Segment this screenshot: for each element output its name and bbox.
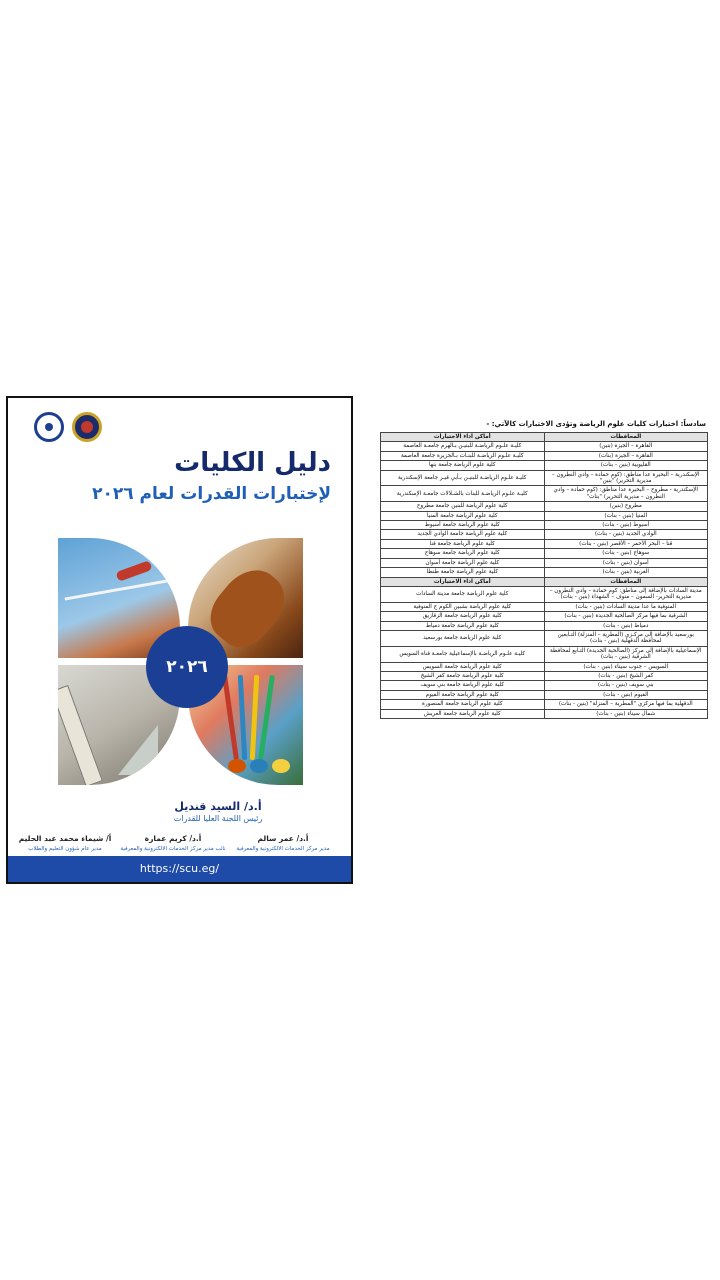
place-cell: كلية علوم الرياضة جامعة العريش xyxy=(381,709,545,718)
committee-head-name: أ.د/ السيد قنديل xyxy=(174,800,262,813)
table-row xyxy=(381,612,708,621)
gov-cell: بني سويف (بنين - بنات) xyxy=(544,681,708,690)
signatory-1 xyxy=(228,834,338,852)
university-logo-icon xyxy=(34,412,64,442)
table-row xyxy=(381,681,708,690)
gov-cell: القليوبية (بنين - بنات) xyxy=(544,461,708,470)
table-row xyxy=(381,486,708,502)
signatory-3 xyxy=(10,834,120,852)
gov-cell: المنوفية ما عدا مدينة السادات (بنين - بنات) xyxy=(544,602,708,611)
table-row xyxy=(381,530,708,539)
gov-cell: الوادي الجديد (بنين - بنات) xyxy=(544,530,708,539)
place-cell: كلية علوم الرياضة جامعة الزقازيق xyxy=(381,612,545,621)
gov-cell: القاهرة – الجيزة (بنين) xyxy=(544,442,708,451)
gov-cell: كفر الشيخ (بنين - بنات) xyxy=(544,671,708,680)
place-cell: كلية علوم الرياضة جامعة السويس xyxy=(381,662,545,671)
table-row xyxy=(381,662,708,671)
table-row xyxy=(381,511,708,520)
table-row xyxy=(381,451,708,460)
gov-cell: أسوان (بنين - بنات) xyxy=(544,558,708,567)
table-row xyxy=(381,461,708,470)
table-row xyxy=(381,621,708,630)
place-cell: كليـة علـوم الرياضـة للبنـات بـالجزيرة جامعة العاصمة xyxy=(381,451,545,460)
place-cell: كلية علوم الرياضة جامعة طنطا xyxy=(381,568,545,577)
gov-cell: بورسعيد بالإضافة إلى مركـزي (المطرية – المنزلة) التـابعين لمحافظة الدقهلية (بنين - بنات) xyxy=(544,630,708,646)
signatory-2 xyxy=(118,834,228,852)
gov-cell: مطروح (بنين) xyxy=(544,502,708,511)
cover-url-footer: https://scu.eg/ xyxy=(8,856,351,882)
place-cell: كلية علوم الرياضة جامعة سوهاج xyxy=(381,549,545,558)
table-row xyxy=(381,630,708,646)
guide-cover xyxy=(6,396,353,884)
place-cell: كلية علوم الرياضة جامعة المنيا xyxy=(381,511,545,520)
table-row xyxy=(381,502,708,511)
gov-cell: الفيوم (بنين - بنات) xyxy=(544,690,708,699)
cover-subtitle: لإختبارات القدرات لعام ٢٠٢٦ xyxy=(92,484,331,504)
place-cell: كلية علوم الرياضة جامعة بورسعيد xyxy=(381,630,545,646)
center-seal-icon xyxy=(72,412,102,442)
sports-colleges-page xyxy=(376,420,708,719)
table-row xyxy=(381,442,708,451)
place-cell: كلية علوم الرياضة جامعة الفيوم xyxy=(381,690,545,699)
place-cell: كلية علوم الرياضة جامعة دمياط xyxy=(381,621,545,630)
signatory-name: أ.د/ عمر سالم xyxy=(257,834,309,843)
place-column-header: أماكن اداء الاختبارات xyxy=(381,577,545,586)
section-intro: سادساً: اختبارات كليات علوم الرياضة وتؤدى الاختبارات كالآتي: - xyxy=(486,420,706,428)
gov-column-header: المحافظات xyxy=(544,433,708,442)
place-cell: كلية علوم الرياضة جامعة كفر الشيخ xyxy=(381,671,545,680)
table-row xyxy=(381,549,708,558)
exam-locations-table xyxy=(380,432,708,719)
signatory-name: أ/ شيماء محمد عبد الحليم xyxy=(18,834,112,843)
table-header-row xyxy=(381,577,708,586)
gov-cell: الشرقية بما فيها مركز الصالحية الجديدة (بنين - بنات) xyxy=(544,612,708,621)
table-row xyxy=(381,671,708,680)
gov-cell: دمياط (بنين - بنات) xyxy=(544,621,708,630)
table-row xyxy=(381,558,708,567)
signatory-name: أ.د/ كريم عمارة xyxy=(144,834,202,843)
place-cell: كلية علوم الرياضة جامعة أسيوط xyxy=(381,521,545,530)
signatory-role: نائب مدير مركز الخدمات الالكترونية والمعرفية xyxy=(120,846,226,852)
table-row xyxy=(381,521,708,530)
place-cell: كلية علوم الرياضة للبنين جامعة مطروح xyxy=(381,502,545,511)
place-cell: كلية علوم الرياضة جامعة بنها xyxy=(381,461,545,470)
signatory-role: مدير مركز الخدمات الالكترونية والمعرفية xyxy=(236,846,330,852)
place-cell: كليـة علـوم الرياضـة للبنات بالشـلالات جامعـة الإسكندرية xyxy=(381,486,545,502)
cover-title: دليل الكليات xyxy=(174,448,331,478)
table-row xyxy=(381,586,708,602)
gov-cell: شمال سيناء (بنين - بنات) xyxy=(544,709,708,718)
place-cell: كلية علوم الرياضة جامعة المنصورة xyxy=(381,700,545,709)
table-row xyxy=(381,700,708,709)
table-row xyxy=(381,539,708,548)
committee-head-role: رئيس اللجنة العليا للقدرات xyxy=(173,814,263,823)
gov-cell: الإسكندرية – البحيرة عدا مناطق: (كوم حمادة – وادي النطرون – مديرية التحرير) "بنين" xyxy=(544,470,708,486)
table-row xyxy=(381,602,708,611)
table-row xyxy=(381,690,708,699)
table-row xyxy=(381,646,708,662)
gov-cell: القاهرة – الجيزة (بنات) xyxy=(544,451,708,460)
table-row xyxy=(381,568,708,577)
table-row xyxy=(381,709,708,718)
table-row xyxy=(381,470,708,486)
place-cell: كليـة علـوم الرياضـة بالإسماعيلية جامعـة قناة السويس xyxy=(381,646,545,662)
place-cell: كليـة علـوم الرياضـة للبنيـن بـأبي قيـر جامعة الإسكندرية xyxy=(381,470,545,486)
gov-cell: الإسماعيلية بالإضافة إلى مركز (الصالحية الجديدة) التـابع لمحافظة الشرقية (بنين - بنات) xyxy=(544,646,708,662)
place-cell: كلية علوم الرياضة جامعة الوادي الجديد xyxy=(381,530,545,539)
place-cell: كلية علوم الرياضة بشبين الكوم ج المنوفية xyxy=(381,602,545,611)
place-cell: كلية علوم الرياضة جامعة مدينة السادات xyxy=(381,586,545,602)
year-badge: ٢٠٢٦ xyxy=(146,626,228,708)
gov-cell: أسيوط (بنين - بنات) xyxy=(544,521,708,530)
gov-cell: الغربية (بنين - بنات) xyxy=(544,568,708,577)
gov-cell: الإسكندرية - مطروح – البحيرة عدا مناطق: (كوم حمادة – وادي النطرون – مديرية التحرير) "بنات" xyxy=(544,486,708,502)
gov-column-header: المحافظات xyxy=(544,577,708,586)
place-cell: كليـة علـوم الرياضـة للبنيـن بـالهرم جامعـة العاصمة xyxy=(381,442,545,451)
table-header-row xyxy=(381,433,708,442)
place-cell: كلية علوم الرياضة جامعة قنا xyxy=(381,539,545,548)
signatory-role: مدير عام شؤون التعليم والطلاب xyxy=(28,846,102,852)
gov-cell: المنيا (بنين - بنات) xyxy=(544,511,708,520)
gov-cell: مدينة السادات بالإضافة إلى مناطق: كوم حمادة – وادي النطرون – مديرية التحرير- السمون – منوف – الشهداء (بنين - بنات) xyxy=(544,586,708,602)
place-cell: كلية علوم الرياضة جامعة أسوان xyxy=(381,558,545,567)
gov-cell: الدقهلية بما فيها مركزي "المطرية – المنزلة" (بنين - بنات) xyxy=(544,700,708,709)
place-cell: كلية علوم الرياضة جامعة بني سويف xyxy=(381,681,545,690)
place-column-header: أماكن اداء الاختبارات xyxy=(381,433,545,442)
gov-cell: سوهاج (بنين - بنات) xyxy=(544,549,708,558)
gov-cell: قنا – البحر الأحمر – الأقصر (بنين - بنات) xyxy=(544,539,708,548)
gov-cell: السويس – جنوب سيناء (بنين - بنات) xyxy=(544,662,708,671)
